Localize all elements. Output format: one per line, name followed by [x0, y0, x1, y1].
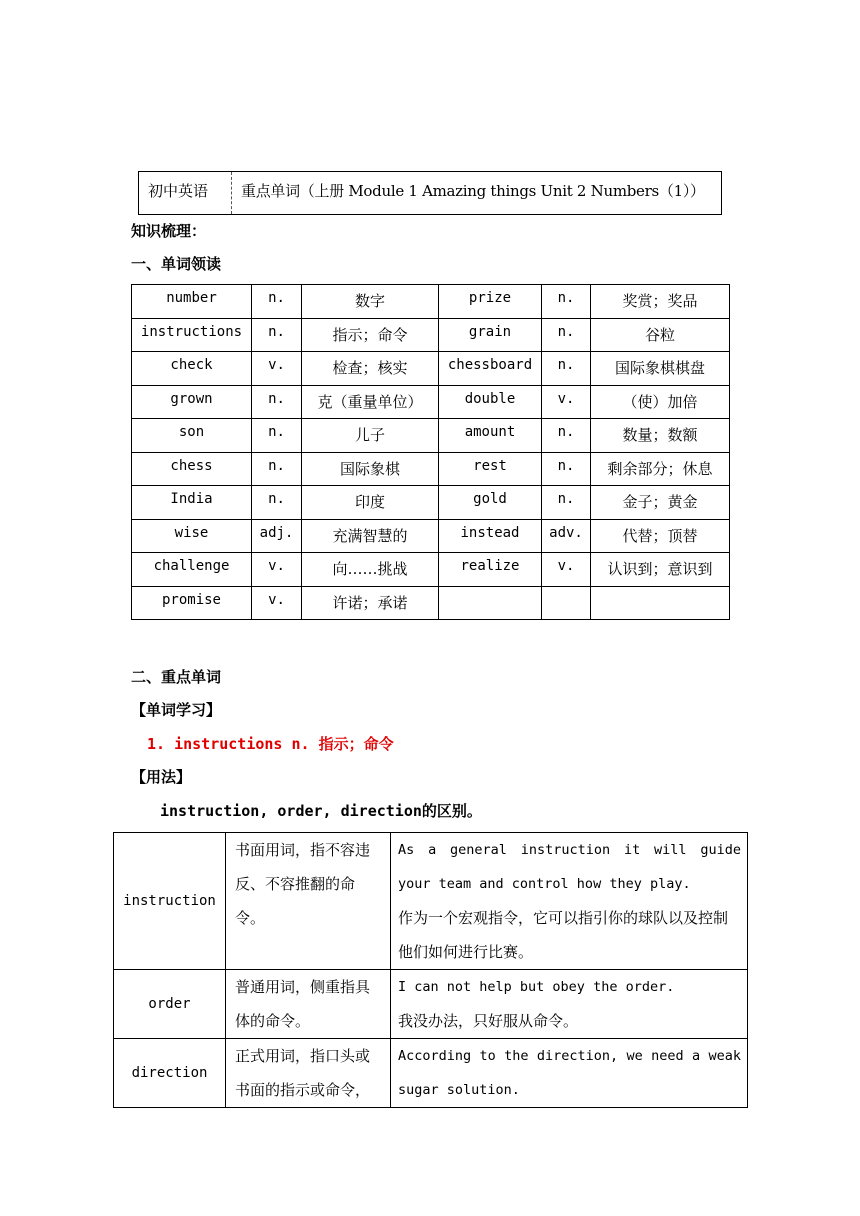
vocab-meaning: 许诺；承诺 — [302, 586, 439, 620]
vocab-pos: n. — [542, 419, 591, 453]
table-row — [132, 519, 730, 553]
vocab-pos: n. — [542, 318, 591, 352]
vocab-meaning — [591, 586, 730, 620]
vocab-pos: n. — [252, 452, 302, 486]
vocab-meaning: 数量；数额 — [591, 419, 730, 453]
vocab-pos: adv. — [542, 519, 591, 553]
vocab-meaning: 儿子 — [302, 419, 439, 453]
vocab-pos: v. — [252, 586, 302, 620]
usage-table — [113, 832, 748, 1108]
example-en: As a general instruction it will guide your team and control how they play. — [398, 842, 741, 892]
vocab-pos: v. — [542, 385, 591, 419]
topic-title: 重点单词（上册 Module 1 Amazing things Unit 2 Numbers（1）） — [241, 182, 705, 200]
vocab-word: challenge — [132, 553, 252, 587]
key-word-en: 1. instructions n. — [147, 735, 319, 753]
vocab-word: grain — [439, 318, 542, 352]
vocab-meaning: 谷粒 — [591, 318, 730, 352]
section-2-heading: 二、重点单词 — [131, 668, 222, 686]
usage-desc: 普通用词，侧重指具体的命令。 — [226, 970, 391, 1039]
vocab-meaning: 奖赏；奖品 — [591, 285, 730, 319]
vocab-pos: n. — [542, 452, 591, 486]
vocab-meaning: 充满智慧的 — [302, 519, 439, 553]
vocab-pos: v. — [252, 553, 302, 587]
example-cn: 作为一个宏观指令，它可以指引你的球队以及控制他们如何进行比赛。 — [398, 909, 729, 961]
usage-heading: 【用法】 — [131, 768, 192, 786]
vocab-word: check — [132, 352, 252, 386]
vocab-pos: v. — [252, 352, 302, 386]
vocab-word: wise — [132, 519, 252, 553]
table-row — [132, 352, 730, 386]
vocab-table — [131, 284, 730, 620]
vocab-meaning: 指示；命令 — [302, 318, 439, 352]
vocab-pos: n. — [252, 486, 302, 520]
vocab-word: instructions — [132, 318, 252, 352]
table-row — [132, 452, 730, 486]
vocab-pos: n. — [252, 385, 302, 419]
usage-word: instruction — [114, 833, 226, 970]
subject-label: 初中英语 — [139, 172, 232, 214]
key-word-item — [147, 733, 394, 754]
vocab-word: India — [132, 486, 252, 520]
vocab-word: rest — [439, 452, 542, 486]
example-en: According to the direction, we need a weak sugar solution. — [398, 1048, 741, 1098]
table-row — [132, 285, 730, 319]
table-row — [114, 1039, 748, 1108]
table-row — [114, 833, 748, 970]
vocab-word: prize — [439, 285, 542, 319]
vocab-meaning: 代替；顶替 — [591, 519, 730, 553]
vocab-pos: adj. — [252, 519, 302, 553]
vocab-pos — [542, 586, 591, 620]
vocab-word: instead — [439, 519, 542, 553]
key-word-cn: 指示；命令 — [318, 735, 394, 753]
vocab-pos: n. — [542, 352, 591, 386]
usage-word: order — [114, 970, 226, 1039]
table-row — [132, 318, 730, 352]
table-row — [132, 586, 730, 620]
vocab-word — [439, 586, 542, 620]
usage-example — [391, 970, 748, 1039]
vocab-pos: v. — [542, 553, 591, 587]
vocab-word: realize — [439, 553, 542, 587]
vocab-word: number — [132, 285, 252, 319]
vocab-meaning: 认识到；意识到 — [591, 553, 730, 587]
table-row — [132, 419, 730, 453]
vocab-meaning: 印度 — [302, 486, 439, 520]
vocab-word: chessboard — [439, 352, 542, 386]
vocab-pos: n. — [542, 285, 591, 319]
usage-intro-cn: 的区别。 — [421, 802, 482, 820]
knowledge-heading: 知识梳理： — [131, 222, 207, 240]
usage-example — [391, 833, 748, 970]
vocab-pos: n. — [252, 419, 302, 453]
vocab-meaning: 向……挑战 — [302, 553, 439, 587]
vocab-pos: n. — [542, 486, 591, 520]
vocab-meaning: 剩余部分；休息 — [591, 452, 730, 486]
vocab-word: grown — [132, 385, 252, 419]
vocab-word: chess — [132, 452, 252, 486]
vocab-meaning: 金子；黄金 — [591, 486, 730, 520]
vocab-word: amount — [439, 419, 542, 453]
header-box — [138, 171, 722, 215]
vocab-meaning: 国际象棋 — [302, 452, 439, 486]
usage-desc: 书面用词，指不容违反、不容推翻的命令。 — [226, 833, 391, 970]
usage-desc: 正式用词，指口头或书面的指示或命令， — [226, 1039, 391, 1108]
section-1-heading: 一、单词领读 — [131, 255, 222, 273]
vocab-word: gold — [439, 486, 542, 520]
usage-intro-en: instruction, order, direction — [160, 802, 422, 820]
table-row — [114, 970, 748, 1039]
vocab-word: son — [132, 419, 252, 453]
table-row — [132, 553, 730, 587]
vocab-word: double — [439, 385, 542, 419]
usage-example — [391, 1039, 748, 1108]
vocab-meaning: （使）加倍 — [591, 385, 730, 419]
vocab-meaning: 克（重量单位） — [302, 385, 439, 419]
vocab-pos: n. — [252, 285, 302, 319]
vocab-word: promise — [132, 586, 252, 620]
example-cn: 我没办法，只好服从命令。 — [398, 1012, 579, 1030]
word-study-heading: 【单词学习】 — [131, 701, 222, 719]
vocab-meaning: 数字 — [302, 285, 439, 319]
table-row — [132, 385, 730, 419]
example-en: I can not help but obey the order. — [398, 979, 675, 995]
usage-word: direction — [114, 1039, 226, 1108]
vocab-meaning: 国际象棋棋盘 — [591, 352, 730, 386]
vocab-pos: n. — [252, 318, 302, 352]
vocab-meaning: 检查；核实 — [302, 352, 439, 386]
usage-intro — [160, 800, 482, 821]
table-row — [132, 486, 730, 520]
